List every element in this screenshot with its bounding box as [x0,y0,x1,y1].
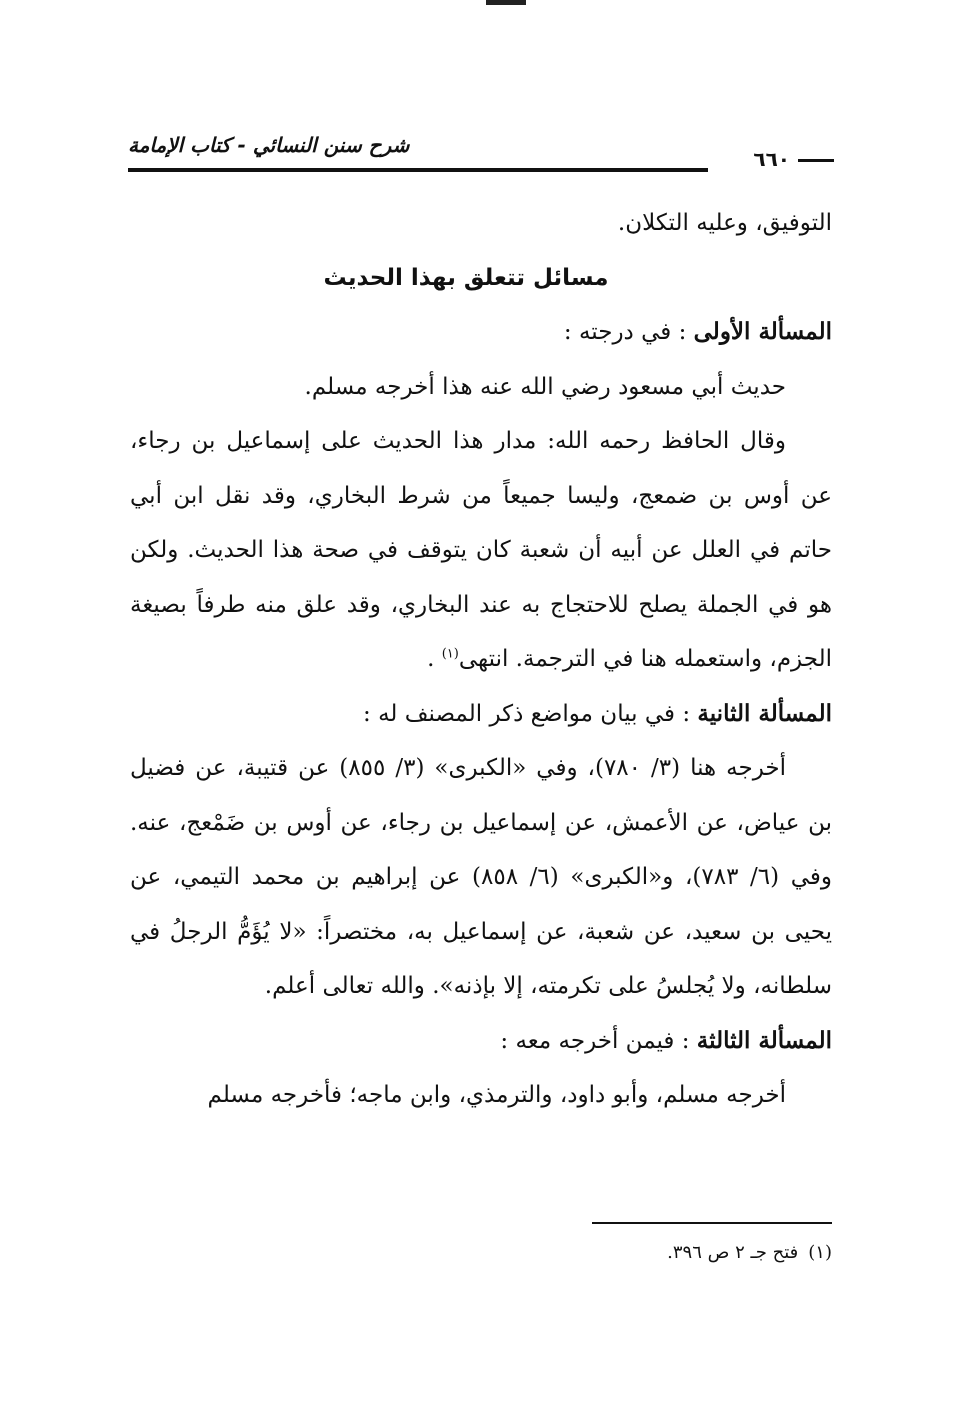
footnote-reference: (١) [441,646,459,662]
page-number: ٦٦٠ [753,147,790,171]
hafiz-paragraph [130,414,832,687]
top-edge-mark [486,0,526,5]
issue-3-subject: : فيمن أخرجه معه : [500,1027,690,1054]
issue-3-paragraph: أخرجه مسلم، وأبو داود، والترمذي، وابن ماجه؛ فأخرجه مسلم [207,1082,786,1108]
running-title: شرح سنن النسائي - كتاب الإمامة [128,133,410,157]
issue-1-label: المسألة الأولى [693,318,832,345]
issue-2-heading [130,687,832,742]
footnote-rule [592,1222,832,1224]
header-rule [128,168,708,172]
issue-1-paragraph: حديث أبي مسعود رضي الله عنه هذا أخرجه مسلم. [304,373,786,400]
section-heading: مسائل تتعلق بهذا الحديث [323,264,609,291]
hafiz-end: . [427,646,435,672]
page-body [130,196,832,1123]
page-header [128,132,834,180]
issue-2-label: المسألة الثانية [697,699,832,727]
continuation-line: التوفيق، وعليه التكلان. [617,210,832,236]
page-number-dash [798,159,834,162]
issue-2-paragraph: أخرجه هنا (٣/ ٧٨٠)، وفي «الكبرى» (٣/ ٨٥٥) عن قتيبة، عن فضيل بن عياض، عن الأعمش، عن إسماعيل بن رجاء، عن أوس بن ضَمْعج، عنه. وفي (٦/ ٧٨٣)، و«الكبرى» (٦/ ٨٥٨) عن إبراهيم بن محمد التيمي، عن يحيى بن سعيد، عن شعبة، عن إسماعيل به، مختصراً: «لا يُؤَمُّ الرجلُ في سلطانه، ولا يُجلسُ على تكرمته، إلا بإذنه». والله تعالى أعلم. [130,755,833,999]
footnote [667,1238,832,1268]
hafiz-text: وقال الحافظ رحمه الله: مدار هذا الحديث على إسماعيل بن رجاء، عن أوس بن ضمعج، وليسا جميعاً من شرط البخاري، وقد نقل ابن أبي حاتم في العلل عن أبيه أن شعبة كان يتوقف في صحة هذا الحديث. ولكن هو في الجملة يصلح للاحتجاج به عند البخاري، وقد علق منه طرفاً بصيغة الجزم، واستعمله هنا في الترجمة. انتهى [130,428,832,672]
issue-3-label: المسألة الثالثة [696,1026,832,1054]
issue-1-heading [130,305,832,360]
footnote-number: (١) [808,1242,832,1263]
issue-1-subject: : في درجته : [563,319,687,345]
footnote-text: فتح جـ ٢ ص ٣٩٦. [667,1242,799,1263]
issue-3-heading [130,1014,832,1069]
issue-2-subject: : في بيان مواضع ذكر المصنف له : [363,700,691,727]
